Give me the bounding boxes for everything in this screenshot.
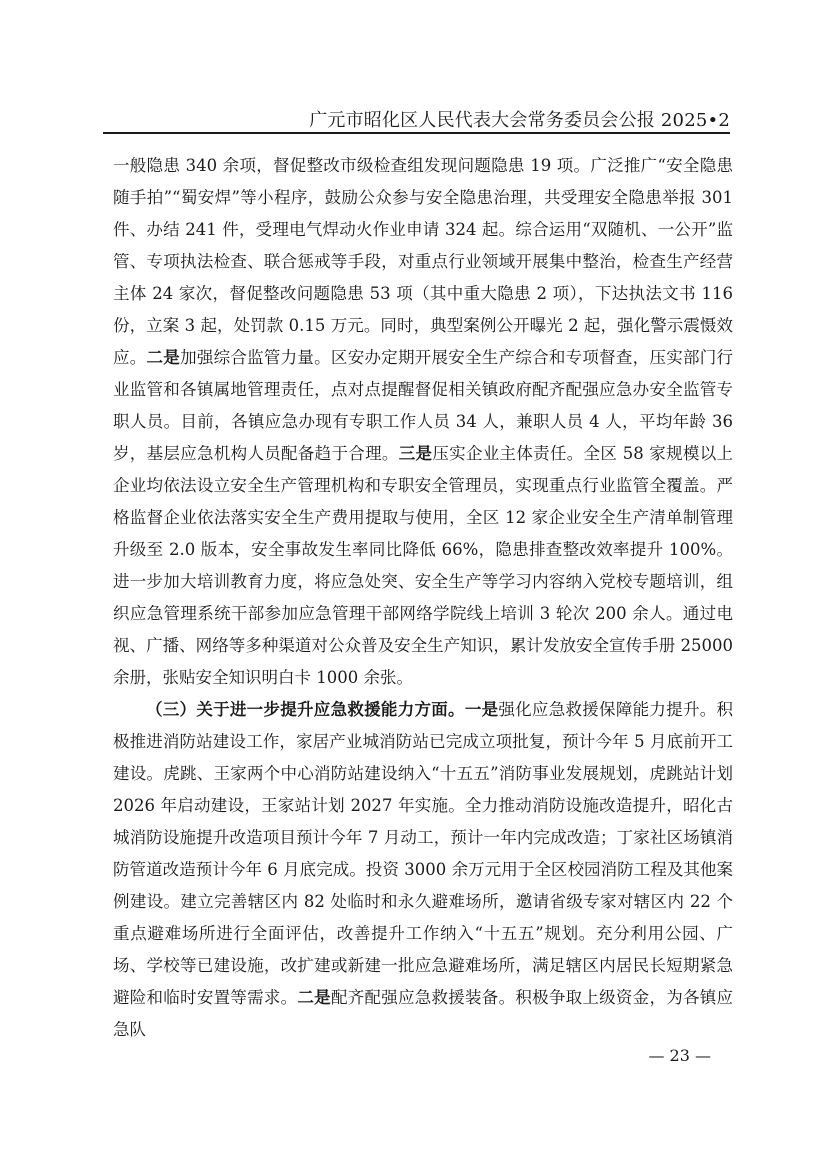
text-run: 配齐配强应急救援装备。积极争取上级资金，为各镇应急队 xyxy=(113,988,734,1039)
page-header xyxy=(103,98,730,134)
text-run: 一般隐患 340 余项，督促整改市级检查组发现问题隐患 19 项。广泛推广“安全隐患随手拍”“蜀安焊”等小程序，鼓励公众参与安全隐患治理，共受理安全隐患举报 301 件、办结 241 件，受理电气焊动火作业申请 324 起。综合运用“双随机、一公开”监管、专项执法检查、联合惩戒等手段，对重点行业领域开展集中整治，检查生产经营主体 24 家次，督促整改问题隐患 53 项（其中重大隐患 2 项），下达执法文书 116 份，立案 3 起，处罚款 0.15 万元。同时，典型案例公开曝光 2 起，强化警示震慑效应。 xyxy=(113,156,733,367)
document-body xyxy=(113,150,733,1046)
text-run: 加强综合监管力量。区安办定期开展安全生产综合和专项督查，压实部门行业监管和各镇属地管理责任，点对点提醒督促相关镇政府配齐配强应急办安全监管专职人员。目前，各镇应急办现有专职工作人员 34 人，兼职人员 4 人，平均年龄 36 岁，基层应急机构人员配备趋于合理。 xyxy=(113,348,734,463)
paragraph xyxy=(113,694,733,1046)
emphasis-text: 三是 xyxy=(398,444,433,463)
section-heading: （三）关于进一步提升应急救援能力方面。 xyxy=(146,700,465,719)
bulletin-title: 广元市昭化区人民代表大会常务委员会公报 2025•2 xyxy=(309,110,730,131)
emphasis-text: 二是 xyxy=(146,348,181,367)
text-run: 强化应急救援保障能力提升。积极推进消防站建设工作，家居产业城消防站已完成立项批复，预计今年 5 月底前开工建设。虎跳、王家两个中心消防站建设纳入“十五五”消防事业发展规划，虎跳站计划 2026 年启动建设，王家站计划 2027 年实施。全力推动消防设施改造提升，昭化古城消防设施提升改造项目预计今年 7 月动工，预计一年内完成改造；丁家社区场镇消防管道改造预计今年 6 月底完成。投资 3000 余万元用于全区校园消防工程及其他案例建设。建立完善辖区内 82 处临时和永久避难场所，邀请省级专家对辖区内 22 个重点避难场所进行全面评估，改善提升工作纳入“十五五”规划。充分利用公园、广场、学校等已建设施，改扩建或新建一批应急避难场所，满足辖区内居民长短期紧急避险和临时安置等需求。 xyxy=(113,700,734,1007)
emphasis-text: 二是 xyxy=(297,988,331,1007)
page-number: — 23 — xyxy=(648,1046,711,1065)
text-run: 压实企业主体责任。全区 58 家规模以上企业均依法设立安全生产管理机构和专职安全管理员，实现重点行业监管全覆盖。严格监督企业依法落实安全生产费用提取与使用，全区 12 家企业安全生产清单制管理升级至 2.0 版本，安全事故发生率同比降低 66%，隐患排查整改效率提升 100%。进一步加大培训教育力度，将应急处突、安全生产等学习内容纳入党校专题培训，组织应急管理系统干部参加应急管理干部网络学院线上培训 3 轮次 200 余人。通过电视、广播、网络等多种渠道对公众普及安全生产知识，累计发放安全宣传手册 25000 余册，张贴安全知识明白卡 1000 余张。 xyxy=(113,444,734,687)
paragraph xyxy=(113,150,733,694)
emphasis-text: 一是 xyxy=(464,700,499,719)
